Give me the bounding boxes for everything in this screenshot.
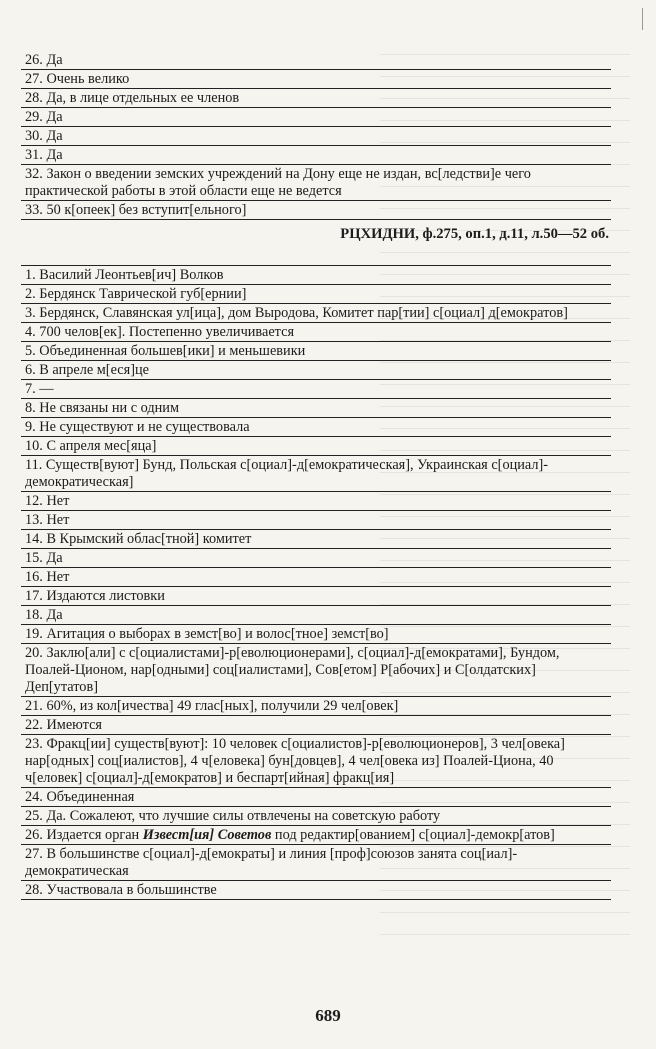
answer-row: 5. Объединенная большев[ики] и меньшевики [21,342,611,361]
answer-row: 17. Издаются листовки [21,587,611,606]
margin-mark [642,8,643,30]
answer-row: 28. Да, в лице отдельных ее членов [21,89,611,108]
archive-reference: РЦХИДНИ, ф.275, оп.1, д.11, л.50—52 об. [21,222,611,266]
answer-row: 27. Очень велико [21,70,611,89]
page-number: 689 [315,1006,341,1025]
answer-row: 32. Закон о введении земских учреждений на Дону еще не издан, вс[ледстви]е чего практической работы в этой области еще не ведется [21,165,611,201]
newspaper-title: Извест[ия] Советов [142,827,272,843]
answer-row: 13. Нет [21,511,611,530]
answer-row: 20. Заклю[али] с с[оциалистами]-р[еволюционерами], с[оциал]-д[емократами], Бундом, Поалей-Ционом, нар[одными] соц[иалистами], Сов[етом] Р[абочих] и С[олдатских] Деп[утатов] [21,644,611,697]
answer-table [21,51,611,900]
answers-block-1 [21,51,611,220]
answer-row: 26. Да [21,51,611,70]
answer-row: 24. Объединенная [21,788,611,807]
answer-row: 31. Да [21,146,611,165]
answer-row: 23. Фракц[ии] существ[вуют]: 10 человек с[оциалистов]-р[еволюционеров], 3 чел[овека] нар[одных] соц[иалистов], 4 ч[еловека] бун[довцев], 4 чел[овека из] Поалей-Циона, 40 ч[еловек] с[оциал]-д[емократов] и беспарт[ийная] фракц[ия] [21,735,611,788]
answer-row: 25. Да. Сожалеют, что лучшие силы отвлечены на советскую работу [21,807,611,826]
answer-row: 9. Не существуют и не существовала [21,418,611,437]
answer-row: 28. Участвовала в большинстве [21,881,611,900]
answer-row: 7. — [21,380,611,399]
answer-row: 27. В большинстве с[оциал]-д[емократы] и линия [проф]союзов занята соц[иал]-демократическая [21,845,611,881]
answer-row: 8. Не связаны ни с одним [21,399,611,418]
answer-row: 12. Нет [21,492,611,511]
answers-block-3 [21,845,611,900]
answer-row: 16. Нет [21,568,611,587]
answer-row: 15. Да [21,549,611,568]
answer-row: 1. Василий Леонтьев[ич] Волков [21,266,611,285]
answer-row: 6. В апреле м[еся]це [21,361,611,380]
answer-row: 2. Бердянск Таврической губ[ернии] [21,285,611,304]
answer-row: 4. 700 челов[ек]. Постепенно увеличивается [21,323,611,342]
answer-row: 22. Имеются [21,716,611,735]
answer-row-26 [21,826,611,845]
answer-row: 33. 50 к[опеек] без вступит[ельного] [21,201,611,220]
answer-row: 10. С апреля мес[яца] [21,437,611,456]
answer-row: 14. В Крымский облас[тной] комитет [21,530,611,549]
answers-block-2 [21,266,611,826]
row26-prefix: 26. Издается орган [25,827,143,843]
answer-row: 19. Агитация о выборах в земст[во] и волос[тное] земст[во] [21,625,611,644]
answer-row: 21. 60%, из кол[ичества] 49 глас[ных], получили 29 чел[овек] [21,697,611,716]
answer-row: 3. Бердянск, Славянская ул[ица], дом Выродова, Комитет пар[тии] с[оциал] д[емократов] [21,304,611,323]
answer-row: 30. Да [21,127,611,146]
answer-row: 11. Существ[вуют] Бунд, Польская с[оциал]-д[емократическая], Украинская с[оциал]-демократическая] [21,456,611,492]
answer-row: 18. Да [21,606,611,625]
row26-suffix: под редактир[ованием] с[оциал]-демокр[атов] [271,827,555,843]
answer-row: 29. Да [21,108,611,127]
